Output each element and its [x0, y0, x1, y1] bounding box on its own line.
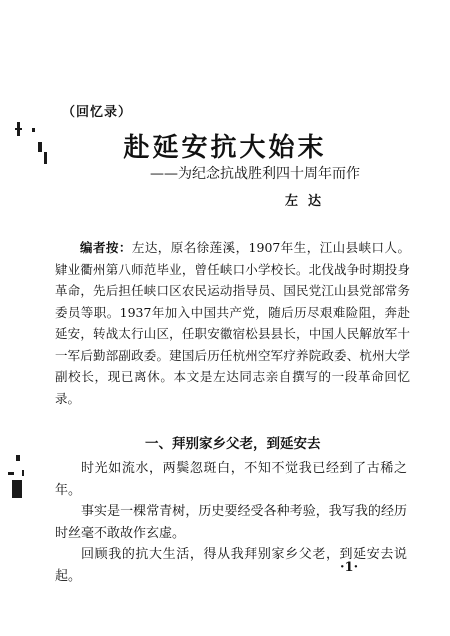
author-name: 左达: [285, 194, 332, 209]
editor-note-lead: 编者按：: [80, 240, 132, 255]
article-title: 赴延安抗大始末: [123, 133, 327, 163]
body-paragraph: 事实是一棵常青树，历史要经受各种考验，我写我的经历时丝毫不敢故作玄虚。: [55, 504, 407, 541]
margin-binding-mark: [16, 455, 20, 461]
column-tag: （回忆录）: [62, 105, 133, 120]
margin-binding-mark: [22, 470, 24, 476]
section-heading: 一、拜别家乡父老，到延安去: [145, 436, 321, 452]
margin-binding-mark: [12, 480, 22, 498]
editor-note: [55, 237, 410, 409]
body-paragraph: 回顾我的抗大生活，得从我拜别家乡父老，到延安去说起。: [55, 547, 407, 584]
article-subtitle: ——为纪念抗战胜利四十周年而作: [150, 166, 360, 182]
editor-note-text: 左达，原名徐莲溪，1907年生，江山县峡口人。肄业衢州第八师范毕业，曾任峡口小学校长。北伐战争时期投身革命，先后担任峡口区农民运动指导员、国民党江山县党部常务委员等职。1937年加入中国共产党，随后历尽艰难险阻，奔赴延安，转战太行山区，任职安徽宿松县县长，中国人民解放军十一军后勤部副政委。建国后历任杭州空军疗养院政委、杭州大学副校长，现已离休。本文是左达同志亲自撰写的一段革命回忆录。: [55, 240, 410, 406]
page-number: ·1·: [340, 560, 359, 575]
body-paragraph: 时光如流水，两鬓忽斑白，不知不觉我已经到了古稀之年。: [55, 461, 407, 498]
margin-binding-mark: [8, 472, 14, 475]
